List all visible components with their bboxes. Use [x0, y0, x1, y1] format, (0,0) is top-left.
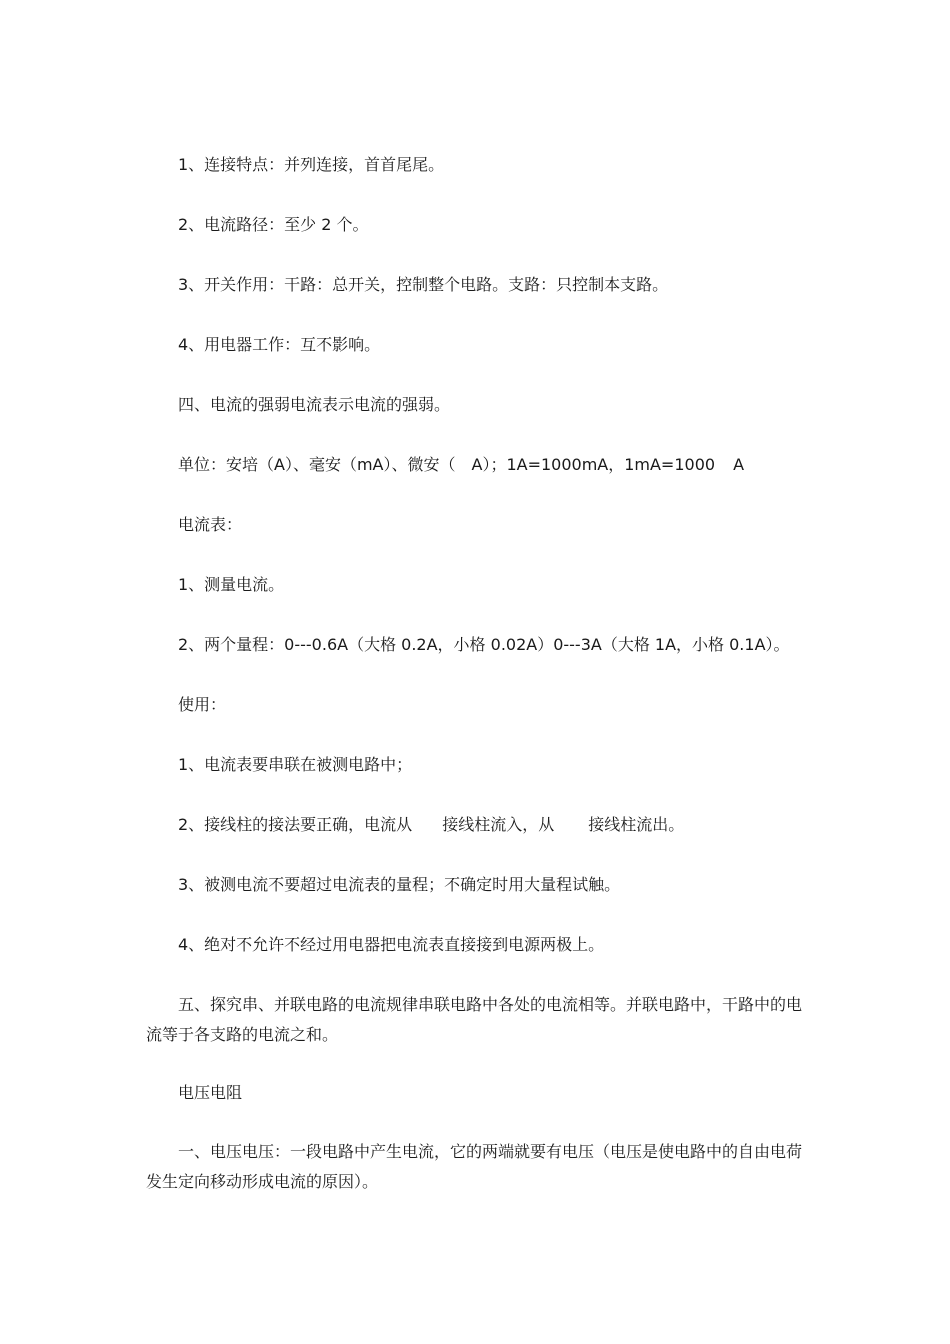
- usage-item-3: 3、被测电流不要超过电流表的量程；不确定时用大量程试触。: [178, 875, 621, 894]
- usage-item-2-part-2: 接线柱流入，从: [442, 815, 555, 834]
- units-text-3: ）；1A=1000mA，1mA=1000: [482, 455, 716, 474]
- voltage-definition-paragraph: 一、电压电压：一段电路中产生电流，它的两端就要有电压（电压是使电路中的自由电荷发生定向移动形成电流的原因）。: [146, 1142, 803, 1191]
- parallel-feature-current-path: 2、电流路径：至少 2 个。: [178, 215, 369, 234]
- current-units-line: [178, 455, 744, 475]
- units-text-4: A: [733, 455, 745, 474]
- ammeter-item-2: 2、两个量程：0---0.6A（大格 0.2A，小格 0.02A）0---3A（大格 1A，小格 0.1A）。: [178, 635, 790, 654]
- usage-item-4: 4、绝对不允许不经过用电器把电流表直接接到电源两极上。: [178, 935, 605, 954]
- parallel-feature-switch: 3、开关作用：干路：总开关，控制整个电路。支路：只控制本支路。: [178, 275, 669, 294]
- section-four-heading: 四、电流的强弱电流表示电流的强弱。: [178, 395, 451, 414]
- usage-item-2-part-1: 2、接线柱的接法要正确，电流从: [178, 815, 413, 834]
- section-five-paragraph: 五、探究串、并联电路的电流规律串联电路中各处的电流相等。并联电路中，干路中的电流等于各支路的电流之和。: [146, 995, 803, 1044]
- ammeter-item-1: 1、测量电流。: [178, 575, 285, 594]
- usage-item-2-part-3: 接线柱流出。: [588, 815, 685, 834]
- usage-heading: 使用：: [178, 695, 227, 714]
- usage-item-1: 1、电流表要串联在被测电路中；: [178, 755, 413, 774]
- units-text-1: 单位：安培（A）、毫安（mA）、微安（: [178, 455, 456, 474]
- parallel-feature-connection: 1、连接特点：并列连接，首首尾尾。: [178, 155, 445, 174]
- ammeter-heading: 电流表：: [178, 515, 243, 534]
- voltage-resistance-heading: 电压电阻: [178, 1083, 243, 1102]
- units-text-2: A: [471, 455, 483, 474]
- usage-item-2: [178, 815, 684, 835]
- parallel-feature-appliance: 4、用电器工作：互不影响。: [178, 335, 381, 354]
